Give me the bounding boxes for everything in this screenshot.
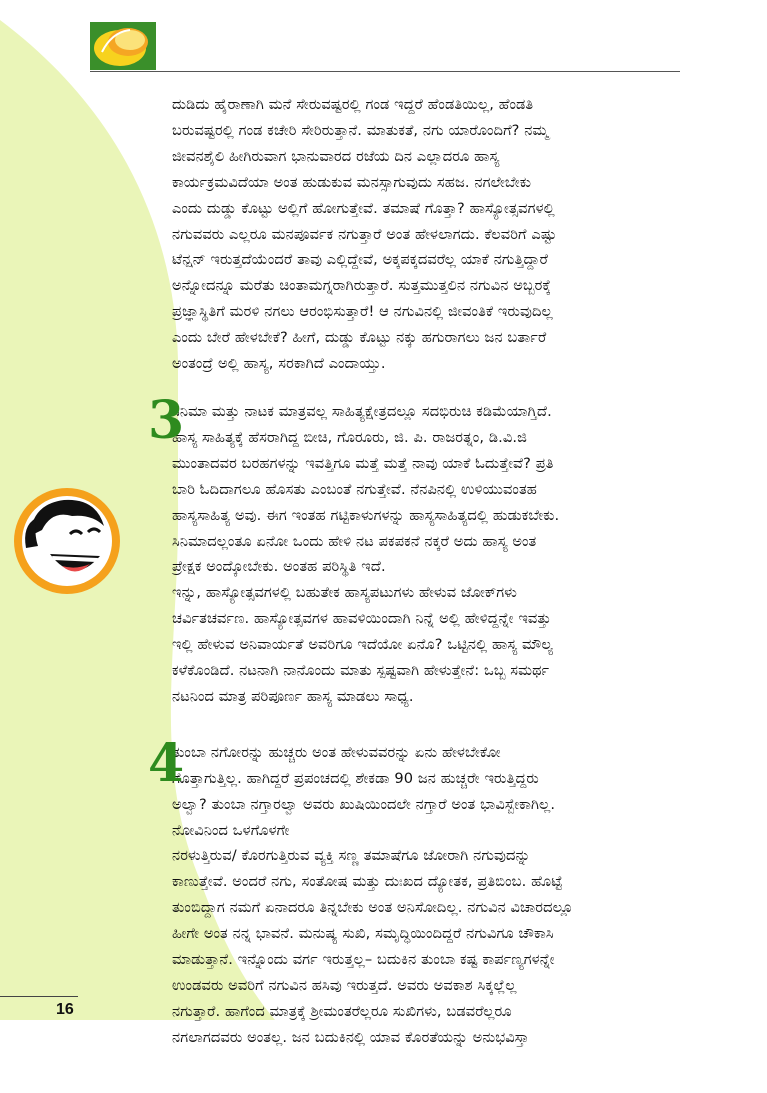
section-3-line: ಸಿನಿಮಾದಲ್ಲಂತೂ ಏನೋ ಒಂದು ಹೇಳಿ ನಟ ಪಕಪಕನೆ ನಕ್ಕರೆ ಅದು ಹಾಸ್ಯ ಅಂತ (172, 532, 537, 550)
section-3-line: ಕಳೆಕೊಂಡಿದೆ. ನಟನಾಗಿ ನಾನೊಂದು ಮಾತು ಸ್ಪಷ್ಟವಾಗಿ ಹೇಳುತ್ತೇನೆ: ಒಬ್ಬ ಸಮರ್ಥ (172, 662, 550, 680)
header-rule (90, 71, 680, 72)
section-4-line: ನೋವಿನಿಂದ ಒಳಗೊಳಗೇ (172, 821, 290, 839)
section-4-line: ನಗಲಾಗದವರು ಅಂತಲ್ಲ. ಜನ ಬದುಕಿನಲ್ಲಿ ಯಾವ ಕೊರತೆಯನ್ನು ಅನುಭವಿಸ್ತಾ (172, 1028, 530, 1046)
lemon-slice-icon (90, 22, 156, 70)
section-3-line: ಮುಂತಾದವರ ಬರಹಗಳನ್ನು ಇವತ್ತಿಗೂ ಮತ್ತೆ ಮತ್ತೆ ನಾವು ಯಾಕೆ ಓದುತ್ತೇವೆ? ಪ್ರತಿ (172, 454, 554, 472)
intro-line: ಟೆನ್ಷನ್ ಇರುತ್ತದೆಯೆಂದರೆ ತಾವು ಎಲ್ಲಿದ್ದೇವೆ, ಅಕ್ಕಪಕ್ಕದವರೆಲ್ಲ ಯಾಕೆ ನಗುತ್ತಿದ್ದಾರೆ (172, 251, 549, 269)
section-4-line: ಗೊತ್ತಾಗುತ್ತಿಲ್ಲ. ಹಾಗಿದ್ದರೆ ಪ್ರಪಂಚದಲ್ಲಿ ಶೇಕಡಾ 90 ಜನ ಹುಚ್ಚರೇ ಇರುತ್ತಿದ್ದರು (172, 769, 539, 787)
intro-line: ಪ್ರಜ್ಞಾಸ್ಥಿತಿಗೆ ಮರಳಿ ನಗಲು ಆರಂಭಿಸುತ್ತಾರೆ! ಆ ನಗುವಿನಲ್ಲಿ ಜೀವಂತಿಕೆ ಇರುವುದಿಲ್ಲ (172, 303, 553, 321)
intro-line: ಅನ್ನೋದನ್ನೂ ಮರೆತು ಚಿಂತಾಮಗ್ನರಾಗಿರುತ್ತಾರೆ. ಸುತ್ತಮುತ್ತಲಿನ ನಗುವಿನ ಅಬ್ಬರಕ್ಕೆ (172, 277, 552, 295)
section-4-line: ನರಳುತ್ತಿರುವ/ ಕೊರಗುತ್ತಿರುವ ವ್ಯಕ್ತಿ ಸಣ್ಣ ತಮಾಷೆಗೂ ಜೋರಾಗಿ ನಗುವುದನ್ನು (172, 847, 531, 865)
section-4-line: ಅಲ್ವಾ? ತುಂಬಾ ನಗ್ತಾರಲ್ವಾ ಅವರು ಖುಷಿಯಿಂದಲೇ ನಗ್ತಾರೆ ಅಂತ ಭಾವಿಸ್ಬೇಕಾಗಿಲ್ಲ. (172, 795, 556, 813)
section-4-line: ಉಂಡವರು ಅವರಿಗೆ ನಗುವಿನ ಹಸಿವು ಇರುತ್ತದೆ. ಅವರು ಅವಕಾಶ ಸಿಕ್ಕಲ್ಲೆಲ್ಲ (172, 977, 517, 994)
section-number: 4 (148, 732, 185, 794)
section-3-line: ಸಿನಿಮಾ ಮತ್ತು ನಾಟಕ ಮಾತ್ರವಲ್ಲ ಸಾಹಿತ್ಯಕ್ಷೇತ್ರದಲ್ಲೂ ಸದಭಿರುಚಿ ಕಡಿಮೆಯಾಗ್ತಿದೆ. (172, 402, 552, 420)
intro-paragraph (172, 92, 684, 377)
section-number: 3 (148, 389, 185, 451)
article-body (148, 92, 684, 1051)
intro-line: ಅಂತಂದ್ರೆ ಅಲ್ಲಿ ಹಾಸ್ಯ, ಸರಕಾಗಿದೆ ಎಂದಾಯ್ತು. (172, 355, 386, 373)
section-4-line: ಕಾಣುತ್ತೇವೆ. ಅಂದರೆ ನಗು, ಸಂತೋಷ ಮತ್ತು ದುಃಖದ ದ್ಯೋತಕ, ಪ್ರತಿಬಿಂಬ. ಹೊಟ್ಟೆ (172, 873, 563, 891)
intro-line: ಎಂದು ದುಡ್ಡು ಕೊಟ್ಟು ಅಲ್ಲಿಗೆ ಹೋಗುತ್ತೇವೆ. ತಮಾಷೆ ಗೊತ್ತಾ? ಹಾಸ್ಯೋತ್ಸವಗಳಲ್ಲಿ (172, 199, 555, 217)
intro-line: ನಗುವವರು ಎಲ್ಲರೂ ಮನಪೂರ್ವಕ ನಗುತ್ತಾರೆ ಅಂತ ಹೇಳಲಾಗದು. ಕೆಲವರಿಗೆ ಎಷ್ಟು (172, 225, 557, 243)
section-3-line: ಹಾಸ್ಯ ಸಾಹಿತ್ಯಕ್ಕೆ ಹೆಸರಾಗಿದ್ದ ಬೀಚಿ, ಗೊರೂರು, ಜಿ. ಪಿ. ರಾಜರತ್ನಂ, ಡಿ.ವಿ.ಜಿ (172, 428, 528, 446)
section-3-line: ಪ್ರೇಕ್ಷಕ ಅಂದ್ಕೋಬೇಕು. ಅಂತಹ ಪರಿಸ್ಥಿತಿ ಇದೆ. (172, 558, 386, 576)
section-4-line: ಹೀಗೇ ಅಂತ ನನ್ನ ಭಾವನೆ. ಮನುಷ್ಯ ಸುಖಿ, ಸಮೃದ್ಧಿಯಿಂದಿದ್ದರೆ ನಗುವಿಗೂ ಚೌಕಾಸಿ (172, 925, 554, 943)
section-3 (148, 389, 684, 710)
footer-rule (0, 996, 78, 997)
intro-line: ಜೀವನಶೈಲಿ ಹೀಗಿರುವಾಗ ಭಾನುವಾರದ ರಜೆಯ ದಿನ ಎಲ್ಲಾದರೂ ಹಾಸ್ಯ (172, 147, 500, 165)
intro-line: ಕಾರ್ಯಕ್ರಮವಿದೆಯಾ ಅಂತ ಹುಡುಕುವ ಮನಸ್ಸಾಗುವುದು ಸಹಜ. ನಗಲೇಬೇಕು (172, 173, 532, 191)
intro-line: ಎಂದು ಬೇರೆ ಹೇಳಬೇಕೆ? ಹೀಗೆ, ದುಡ್ಡು ಕೊಟ್ಟು ನಕ್ಕು ಹಗುರಾಗಲು ಜನ ಬರ್ತಾರೆ (172, 329, 547, 347)
section-4-line: ಮಾಡುತ್ತಾನೆ. ಇನ್ನೊಂದು ವರ್ಗ ಇರುತ್ತಲ್ಲ– ಬದುಕಿನ ತುಂಬಾ ಕಷ್ಟ ಕಾರ್ಪಣ್ಯಗಳನ್ನೇ (172, 951, 555, 969)
section-3-line: ಹಾಸ್ಯಸಾಹಿತ್ಯ ಅವು. ಈಗ ಇಂತಹ ಗಟ್ಟಿಕಾಳುಗಳನ್ನು ಹಾಸ್ಯಸಾಹಿತ್ಯದಲ್ಲಿ ಹುಡುಕಬೇಕು. (172, 506, 560, 524)
section-3-line: ಇನ್ನು, ಹಾಸ್ಯೋತ್ಸವಗಳಲ್ಲಿ ಬಹುತೇಕ ಹಾಸ್ಯಪಟುಗಳು ಹೇಳುವ ಜೋಕ್‌ಗಳು (172, 584, 517, 602)
intro-line: ದುಡಿದು ಹೈರಾಣಾಗಿ ಮನೆ ಸೇರುವಷ್ಟರಲ್ಲಿ ಗಂಡ ಇದ್ದರೆ ಹೆಂಡತಿಯಿಲ್ಲ, ಹೆಂಡತಿ (172, 96, 534, 113)
section-4-line: ತುಂಬಾ ನಗೋರನ್ನು ಹುಚ್ಚರು ಅಂತ ಹೇಳುವವರನ್ನು ಏನು ಹೇಳಬೇಕೋ (172, 743, 501, 761)
section-3-line: ಚರ್ವಿತಚರ್ವಣ. ಹಾಸ್ಯೋತ್ಸವಗಳ ಹಾವಳಿಯಿಂದಾಗಿ ನಿನ್ನೆ ಅಲ್ಲಿ ಹೇಳಿದ್ದನ್ನೇ ಇವತ್ತು (172, 610, 552, 628)
section-3-line: ನಟನಿಂದ ಮಾತ್ರ ಪರಿಪೂರ್ಣ ಹಾಸ್ಯ ಮಾಡಲು ಸಾಧ್ಯ. (172, 687, 414, 705)
page-number: 16 (56, 1001, 74, 1018)
section-4-line: ನಗುತ್ತಾರೆ. ಹಾಗೆಂದ ಮಾತ್ರಕ್ಕೆ ಶ್ರೀಮಂತರೆಲ್ಲರೂ ಸುಖಿಗಳು, ಬಡವರೆಲ್ಲರೂ (172, 1002, 512, 1020)
intro-line: ಬರುವಷ್ಟರಲ್ಲಿ ಗಂಡ ಕಚೇರಿ ಸೇರಿರುತ್ತಾನೆ. ಮಾತುಕತೆ, ನಗು ಯಾರೊಂದಿಗೆ? ನಮ್ಮ (172, 121, 549, 139)
section-3-line: ಇಲ್ಲಿ ಹೇಳುವ ಅನಿವಾರ್ಯತೆ ಅವರಿಗೂ ಇದೆಯೋ ಏನೊ? ಒಟ್ಟಿನಲ್ಲಿ ಹಾಸ್ಯ ಮೌಲ್ಯ (172, 636, 553, 654)
section-4 (148, 732, 684, 1051)
laughing-face-icon (12, 486, 122, 596)
section-3-line: ಬಾರಿ ಓದಿದಾಗಲೂ ಹೊಸತು ಎಂಬಂತೆ ನಗುತ್ತೇವೆ. ನೆನಪಿನಲ್ಲಿ ಉಳಿಯುವಂತಹ (172, 480, 538, 498)
section-4-line: ತುಂಬಿದ್ದಾಗ ನಮಗೆ ಏನಾದರೂ ತಿನ್ನಬೇಕು ಅಂತ ಅನಿಸೋದಿಲ್ಲ. ನಗುವಿನ ವಿಚಾರದಲ್ಲೂ (172, 899, 574, 917)
